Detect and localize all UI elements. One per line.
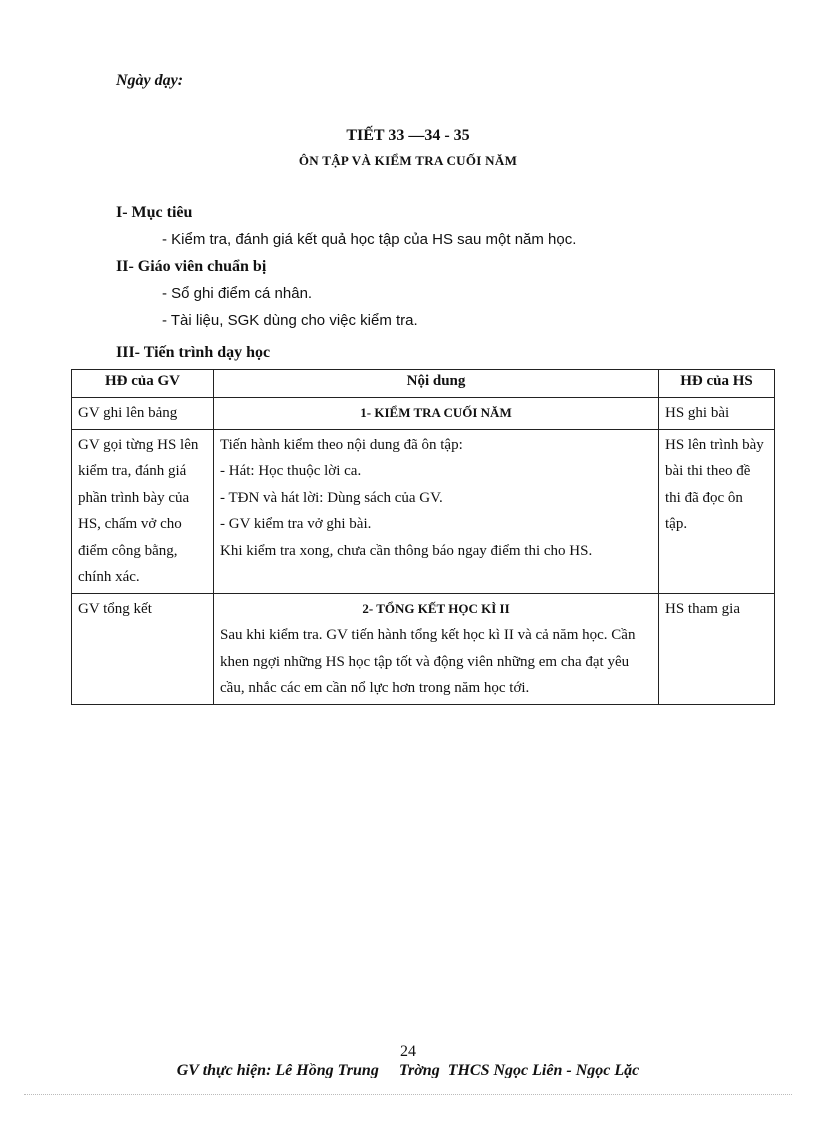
prep-item: - Tài liệu, SGK dùng cho việc kiểm tra. <box>162 312 418 329</box>
table-row <box>72 593 775 704</box>
page-number: 24 <box>400 1043 416 1060</box>
lesson-title: TIẾT 33 —34 - 35 <box>346 127 470 144</box>
student-activity: HS tham gia <box>665 600 740 617</box>
teacher-activity: GV ghi lên bảng <box>78 405 178 421</box>
teacher-activity-cell <box>72 429 214 593</box>
content-cell <box>214 398 659 430</box>
content-text: Tiến hành kiểm theo nội dung đã ôn tập: - Hát: Học thuộc lời ca. - TĐN và hát lời: Dùng sách của GV. - GV kiểm tra vở ghi bài. Khi kiểm tra xong, chưa cần thông báo ngay điểm thi cho HS. <box>220 436 593 559</box>
process-heading: III- Tiến trình dạy học <box>116 344 271 361</box>
prep-item: - Sổ ghi điểm cá nhân. <box>162 285 313 302</box>
column-header-teacher: HĐ của GV <box>72 370 214 398</box>
date-label: Ngày dạy: <box>116 72 184 89</box>
section-title: 2- TỔNG KẾT HỌC KÌ II <box>362 600 510 616</box>
student-activity: HS lên trình bày bài thi theo đề thi đã đọc ôn tập. <box>665 436 764 532</box>
page-footer: GV thực hiện: Lê Hồng Trung Trờng THCS Ngọc Liên - Ngọc Lặc <box>176 1062 640 1078</box>
section-title: 1- KIỂM TRA CUỐI NĂM <box>360 405 512 420</box>
student-activity-cell <box>659 398 775 430</box>
teacher-activity: GV gọi từng HS lên kiểm tra, đánh giá phần trình bày của HS, chấm vở cho điểm công bằng, chính xác. <box>78 436 199 585</box>
teacher-activity-cell <box>72 593 214 704</box>
student-activity: HS ghi bài <box>665 405 730 421</box>
content-cell <box>214 593 659 704</box>
column-header-student: HĐ của HS <box>659 370 775 398</box>
lesson-plan-table <box>71 369 775 705</box>
objectives-heading: I- Mục tiêu <box>116 204 193 221</box>
content-text: Sau khi kiểm tra. GV tiến hành tổng kết học kì II và cả năm học. Cần khen ngợi những HS học tập tốt và động viên những em cha đạt yêu cầu, nhắc các em cần nổ lực hơn trong năm học tới. <box>220 627 636 696</box>
lesson-subtitle: ÔN TẬP VÀ KIỂM TRA CUỐI NĂM <box>298 153 518 168</box>
objective-item: - Kiểm tra, đánh giá kết quả học tập của HS sau một năm học. <box>162 231 577 248</box>
teacher-activity: GV tổng kết <box>78 600 152 617</box>
content-cell <box>214 429 659 593</box>
student-activity-cell <box>659 429 775 593</box>
prep-heading: II- Giáo viên chuẩn bị <box>116 258 267 275</box>
page-bottom-divider <box>24 1094 792 1095</box>
teacher-activity-cell <box>72 398 214 430</box>
table-row <box>72 398 775 430</box>
table-header-row <box>72 370 775 398</box>
student-activity-cell <box>659 593 775 704</box>
table-row <box>72 429 775 593</box>
column-header-content: Nội dung <box>214 370 659 398</box>
